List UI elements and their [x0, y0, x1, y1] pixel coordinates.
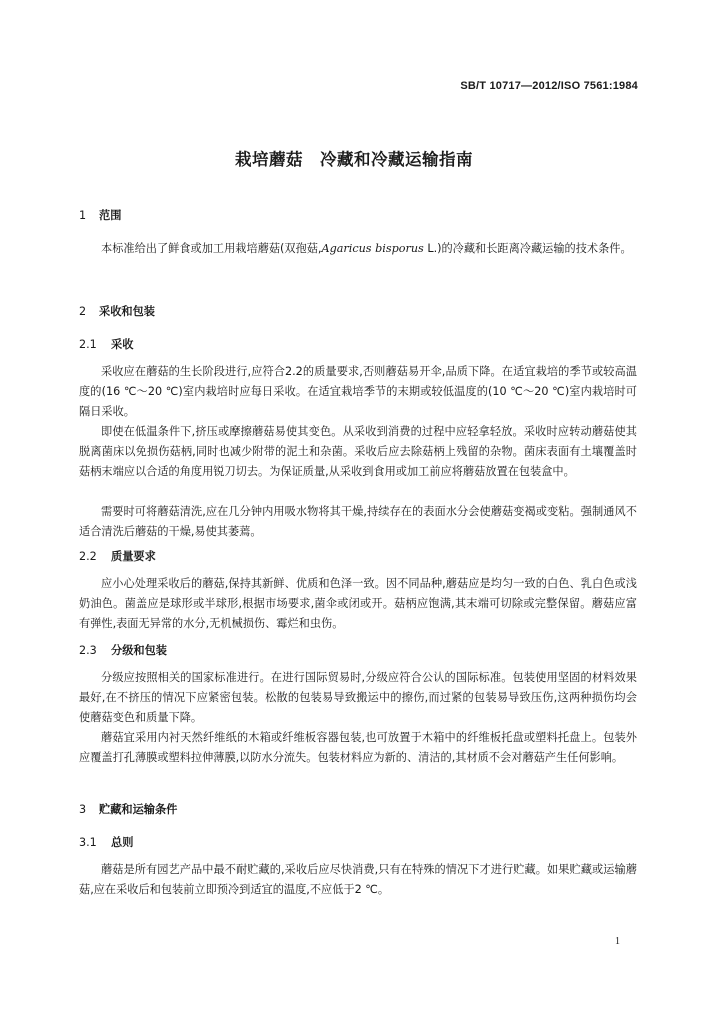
paragraph-general: 蘑菇是所有园艺产品中最不耐贮藏的,采收后应尽快消费,只有在特殊的情况下才进行贮藏。如果贮藏或运输蘑菇,应在采收后和包装前立即预冷到适宜的温度,不应低于2 ℃。 — [79, 863, 637, 896]
page-number: 1 — [615, 936, 620, 947]
section-title: 总则 — [111, 836, 134, 849]
section-heading-2-2 — [79, 548, 156, 564]
paragraph-harvest-1: 采收应在蘑菇的生长阶段进行,应符合2.2的质量要求,否则蘑菇易开伞,品质下降。在适宜栽培的季节或较高温度的(16 ℃～20 ℃)室内栽培时应每日采收。在适宜栽培季节的末期或较低温度的(10 ℃～20 ℃)室内栽培时可隔日采收。 — [79, 365, 637, 418]
section-heading-2-1 — [79, 336, 133, 352]
section-number: 1 — [79, 209, 87, 222]
section-title: 贮藏和运输条件 — [99, 803, 178, 816]
section-title: 范围 — [99, 209, 122, 222]
text-run: 本标准给出了鲜食或加工用栽培蘑菇(双孢菇, — [101, 242, 322, 255]
section-title: 采收 — [111, 338, 134, 351]
section-number: 2.1 — [79, 338, 97, 351]
paragraph-harvest-2: 即使在低温条件下,挤压或摩擦蘑菇易使其变色。从采收到消费的过程中应轻拿轻放。采收时应转动蘑菇使其脱离菌床以免损伤菇柄,同时也减少附带的泥土和杂菌。采收后应去除菇柄上残留的杂物。菌床表面有土壤覆盖时菇柄末端应以合适的角度用锐刀切去。为保证质量,从采收到食用或加工前应将蘑菇放置在包装盒中。 — [79, 425, 637, 478]
section-title: 质量要求 — [111, 550, 156, 563]
section-title: 分级和包装 — [111, 644, 167, 657]
document-title: 栽培蘑菇 冷藏和冷藏运输指南 — [235, 150, 473, 169]
section-title: 采收和包装 — [99, 305, 155, 318]
paragraph-grading-2: 蘑菇宜采用内衬天然纤维纸的木箱或纤维板容器包装,也可放置于木箱中的纤维板托盘或塑料托盘上。包装外应覆盖打孔薄膜或塑料拉伸薄膜,以防水分流失。包装材料应为新的、清洁的,其材质不会对蘑菇产生任何影响。 — [79, 731, 637, 764]
paragraph-quality: 应小心处理采收后的蘑菇,保持其新鲜、优质和色泽一致。因不同品种,蘑菇应是均匀一致的白色、乳白色或浅奶油色。菌盖应是球形或半球形,根据市场要求,菌伞或闭或开。菇柄应饱满,其末端可切除或完整保留。蘑菇应富有弹性,表面无异常的水分,无机械损伤、霉烂和虫伤。 — [79, 577, 637, 630]
standard-code: SB/T 10717—2012/ISO 7561:1984 — [460, 80, 638, 92]
section-number: 2.3 — [79, 644, 97, 657]
section-number: 3 — [79, 803, 87, 816]
paragraph-scope — [79, 239, 637, 259]
section-heading-1 — [79, 207, 121, 223]
section-number: 3.1 — [79, 836, 97, 849]
section-number: 2.2 — [79, 550, 97, 563]
section-heading-3-1 — [79, 834, 133, 850]
section-number: 2 — [79, 305, 87, 318]
section-heading-2-3 — [79, 642, 167, 658]
paragraph-grading-1: 分级应按照相关的国家标准进行。在进行国际贸易时,分级应符合公认的国际标准。包装使用坚固的材料效果最好,在不挤压的情况下应紧密包装。松散的包装易导致搬运中的擦伤,而过紧的包装易导致压伤,这两种损伤均会使蘑菇变色和质量下降。 — [79, 671, 637, 724]
section-heading-2 — [79, 303, 155, 319]
latin-species-name: Agaricus bisporus — [321, 242, 424, 255]
text-run: L.)的冷藏和长距离冷藏运输的技术条件。 — [423, 242, 632, 255]
section-heading-3 — [79, 801, 177, 817]
paragraph-harvest-3: 需要时可将蘑菇清洗,应在几分钟内用吸水物将其干燥,持续存在的表面水分会使蘑菇变褐或变粘。强制通风不适合清洗后蘑菇的干燥,易使其萎蔫。 — [79, 505, 637, 538]
